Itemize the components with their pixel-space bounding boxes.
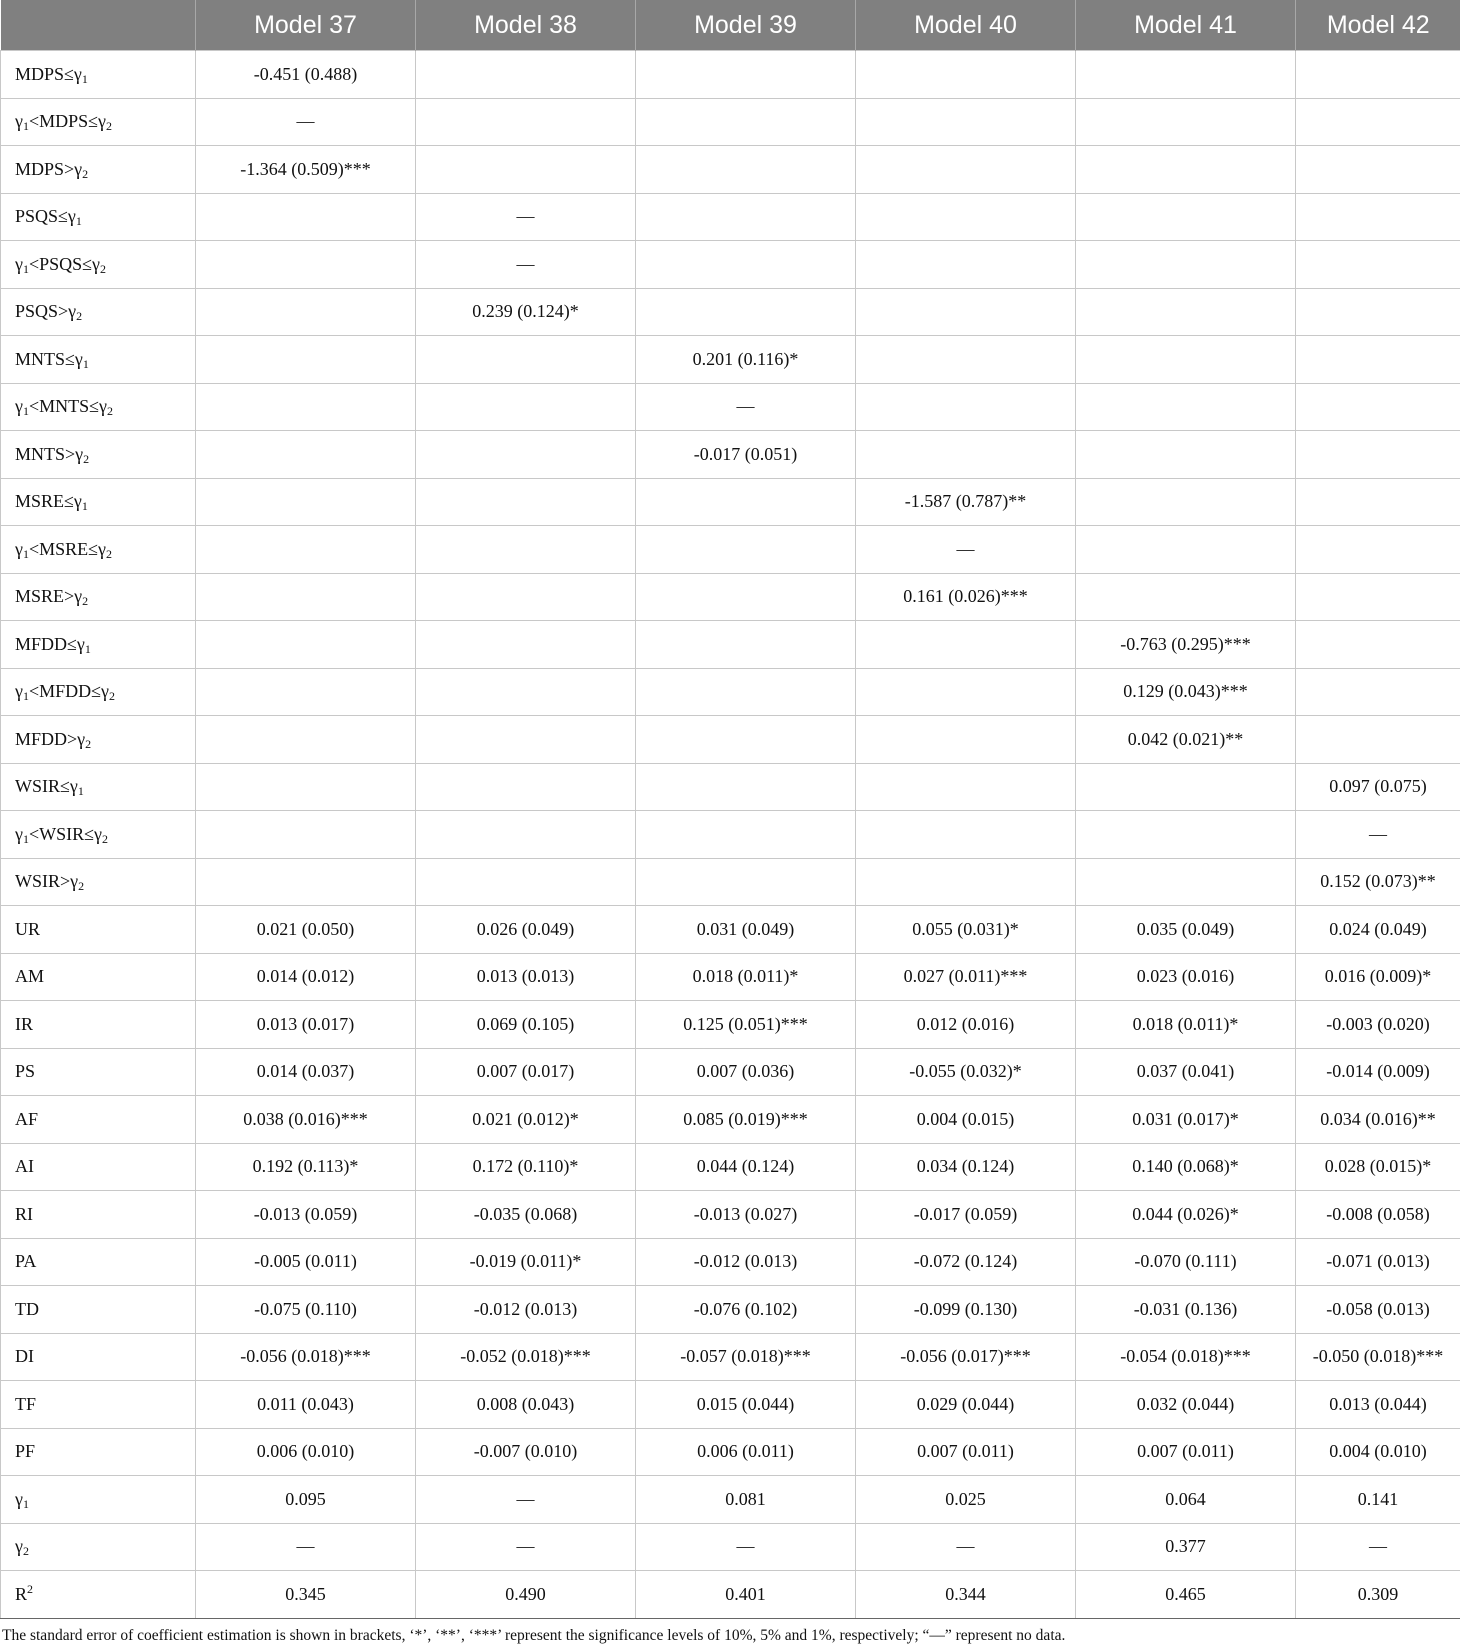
table-cell: -0.035 (0.068) bbox=[416, 1191, 636, 1239]
row-label: $R^2$ bbox=[1, 1571, 196, 1619]
table-row bbox=[1, 1048, 1460, 1096]
table-cell bbox=[1076, 763, 1296, 811]
table-cell bbox=[856, 621, 1076, 669]
table-cell: 0.016 (0.009)* bbox=[1296, 953, 1460, 1001]
table-cell bbox=[1296, 383, 1460, 431]
table-cell: 0.021 (0.050) bbox=[196, 906, 416, 954]
table-row bbox=[1, 478, 1460, 526]
table-cell bbox=[416, 716, 636, 764]
table-cell bbox=[636, 858, 856, 906]
table-cell: -0.050 (0.018)*** bbox=[1296, 1333, 1460, 1381]
row-label: $\gamma_1<WSIR\le\gamma_2$ bbox=[1, 811, 196, 859]
table-cell bbox=[636, 811, 856, 859]
table-cell: 0.044 (0.124) bbox=[636, 1143, 856, 1191]
table-cell: -0.013 (0.027) bbox=[636, 1191, 856, 1239]
row-label: $MFDD\le\gamma_1$ bbox=[1, 621, 196, 669]
table-cell bbox=[196, 573, 416, 621]
table-cell bbox=[416, 146, 636, 194]
table-cell: 0.034 (0.124) bbox=[856, 1143, 1076, 1191]
table-cell bbox=[856, 668, 1076, 716]
table-row bbox=[1, 51, 1460, 99]
table-row bbox=[1, 431, 1460, 479]
table-cell bbox=[856, 858, 1076, 906]
table-cell: — bbox=[196, 1523, 416, 1571]
table-row bbox=[1, 811, 1460, 859]
table-cell bbox=[856, 193, 1076, 241]
row-label: UR bbox=[1, 906, 196, 954]
table-cell: -0.003 (0.020) bbox=[1296, 1001, 1460, 1049]
row-label: $PSQS\le\gamma_1$ bbox=[1, 193, 196, 241]
row-label: TF bbox=[1, 1381, 196, 1429]
table-cell bbox=[856, 431, 1076, 479]
table-cell bbox=[1296, 241, 1460, 289]
table-cell: -0.057 (0.018)*** bbox=[636, 1333, 856, 1381]
row-label: $\gamma_1$ bbox=[1, 1476, 196, 1524]
table-cell: 0.007 (0.011) bbox=[1076, 1428, 1296, 1476]
table-cell: 0.007 (0.017) bbox=[416, 1048, 636, 1096]
table-cell: -0.052 (0.018)*** bbox=[416, 1333, 636, 1381]
table-cell bbox=[1296, 51, 1460, 99]
table-row bbox=[1, 1143, 1460, 1191]
table-cell bbox=[1076, 383, 1296, 431]
table-cell: -0.008 (0.058) bbox=[1296, 1191, 1460, 1239]
table-cell: 0.309 bbox=[1296, 1571, 1460, 1619]
table-cell bbox=[1296, 668, 1460, 716]
table-cell: 0.013 (0.044) bbox=[1296, 1381, 1460, 1429]
table-cell: 0.044 (0.026)* bbox=[1076, 1191, 1296, 1239]
table-row bbox=[1, 1333, 1460, 1381]
table-cell: 0.021 (0.012)* bbox=[416, 1096, 636, 1144]
table-cell: — bbox=[196, 98, 416, 146]
table-cell bbox=[856, 51, 1076, 99]
row-label: $\gamma_1<MSRE\le\gamma_2$ bbox=[1, 526, 196, 574]
table-cell: 0.014 (0.012) bbox=[196, 953, 416, 1001]
table-cell: — bbox=[416, 1523, 636, 1571]
table-cell bbox=[1076, 193, 1296, 241]
table-cell bbox=[636, 526, 856, 574]
table-cell bbox=[1296, 526, 1460, 574]
table-cell: 0.192 (0.113)* bbox=[196, 1143, 416, 1191]
table-cell bbox=[1296, 621, 1460, 669]
table-cell: 0.006 (0.011) bbox=[636, 1428, 856, 1476]
table-cell: -0.055 (0.032)* bbox=[856, 1048, 1076, 1096]
table-cell bbox=[856, 336, 1076, 384]
table-cell bbox=[416, 858, 636, 906]
table-cell: — bbox=[856, 1523, 1076, 1571]
table-row bbox=[1, 146, 1460, 194]
table-cell: 0.038 (0.016)*** bbox=[196, 1096, 416, 1144]
table-cell: 0.201 (0.116)* bbox=[636, 336, 856, 384]
table-cell: -0.071 (0.013) bbox=[1296, 1238, 1460, 1286]
table-cell bbox=[1076, 51, 1296, 99]
table-cell: 0.161 (0.026)*** bbox=[856, 573, 1076, 621]
table-cell: 0.026 (0.049) bbox=[416, 906, 636, 954]
table-cell: 0.097 (0.075) bbox=[1296, 763, 1460, 811]
table-cell bbox=[196, 858, 416, 906]
header-cell-model: Model 40 bbox=[856, 0, 1076, 51]
table-cell: — bbox=[1296, 811, 1460, 859]
table-cell: 0.095 bbox=[196, 1476, 416, 1524]
table-cell: -0.017 (0.051) bbox=[636, 431, 856, 479]
row-label: $MSRE>\gamma_2$ bbox=[1, 573, 196, 621]
table-cell bbox=[196, 478, 416, 526]
table-cell: 0.140 (0.068)* bbox=[1076, 1143, 1296, 1191]
table-cell bbox=[196, 431, 416, 479]
table-cell bbox=[196, 288, 416, 336]
table-cell: — bbox=[856, 526, 1076, 574]
row-label: $MDPS\le\gamma_1$ bbox=[1, 51, 196, 99]
table-cell: -0.056 (0.017)*** bbox=[856, 1333, 1076, 1381]
table-cell: 0.018 (0.011)* bbox=[1076, 1001, 1296, 1049]
table-cell bbox=[1076, 526, 1296, 574]
table-cell bbox=[1076, 431, 1296, 479]
row-label: $WSIR>\gamma_2$ bbox=[1, 858, 196, 906]
table-cell bbox=[856, 288, 1076, 336]
row-label: $WSIR\le\gamma_1$ bbox=[1, 763, 196, 811]
table-header bbox=[1, 0, 1460, 51]
row-label: $MNTS>\gamma_2$ bbox=[1, 431, 196, 479]
table-row bbox=[1, 1571, 1460, 1619]
table-row bbox=[1, 1286, 1460, 1334]
row-label: PA bbox=[1, 1238, 196, 1286]
table-cell bbox=[1076, 288, 1296, 336]
table-cell: — bbox=[416, 1476, 636, 1524]
table-cell: 0.018 (0.011)* bbox=[636, 953, 856, 1001]
table-cell bbox=[196, 811, 416, 859]
table-cell: 0.013 (0.017) bbox=[196, 1001, 416, 1049]
table-body bbox=[1, 51, 1460, 1619]
table-cell bbox=[1076, 811, 1296, 859]
table-cell bbox=[856, 241, 1076, 289]
table-cell bbox=[1296, 478, 1460, 526]
table-cell: — bbox=[416, 241, 636, 289]
table-cell bbox=[196, 241, 416, 289]
table-cell bbox=[856, 811, 1076, 859]
table-cell: 0.027 (0.011)*** bbox=[856, 953, 1076, 1001]
table-cell: -0.019 (0.011)* bbox=[416, 1238, 636, 1286]
row-label: DI bbox=[1, 1333, 196, 1381]
table-cell: -0.075 (0.110) bbox=[196, 1286, 416, 1334]
table-cell: -0.014 (0.009) bbox=[1296, 1048, 1460, 1096]
table-cell: -0.072 (0.124) bbox=[856, 1238, 1076, 1286]
table-cell bbox=[636, 621, 856, 669]
table-cell: 0.344 bbox=[856, 1571, 1076, 1619]
table-footnote: The standard error of coefficient estimation is shown in brackets, ‘*’, ‘**’, ‘***’ represent the significance levels of 10%, 5% and 1%, respectively; “—” represent no data. bbox=[2, 1627, 1066, 1644]
table-cell: 0.239 (0.124)* bbox=[416, 288, 636, 336]
table-cell: 0.064 bbox=[1076, 1476, 1296, 1524]
table-cell: 0.377 bbox=[1076, 1523, 1296, 1571]
table-cell: 0.055 (0.031)* bbox=[856, 906, 1076, 954]
table-cell: -0.763 (0.295)*** bbox=[1076, 621, 1296, 669]
header-cell-model: Model 42 bbox=[1296, 0, 1460, 51]
table-cell: -0.058 (0.013) bbox=[1296, 1286, 1460, 1334]
table-cell bbox=[636, 241, 856, 289]
table-cell bbox=[196, 716, 416, 764]
table-row bbox=[1, 716, 1460, 764]
table-cell: — bbox=[1296, 1523, 1460, 1571]
table-row bbox=[1, 288, 1460, 336]
table-cell bbox=[856, 383, 1076, 431]
table-row bbox=[1, 1096, 1460, 1144]
header-cell-variable bbox=[1, 0, 196, 51]
table-cell: 0.007 (0.036) bbox=[636, 1048, 856, 1096]
table-cell: -0.017 (0.059) bbox=[856, 1191, 1076, 1239]
table-cell bbox=[856, 98, 1076, 146]
row-label: $\gamma_1<MFDD\le\gamma_2$ bbox=[1, 668, 196, 716]
table-cell bbox=[416, 336, 636, 384]
table-cell: 0.031 (0.049) bbox=[636, 906, 856, 954]
table-cell bbox=[1296, 336, 1460, 384]
table-cell bbox=[636, 573, 856, 621]
table-cell: 0.007 (0.011) bbox=[856, 1428, 1076, 1476]
table-cell bbox=[1076, 241, 1296, 289]
table-cell: 0.081 bbox=[636, 1476, 856, 1524]
row-label: PS bbox=[1, 1048, 196, 1096]
table-cell bbox=[636, 288, 856, 336]
row-label: AF bbox=[1, 1096, 196, 1144]
table-cell: 0.006 (0.010) bbox=[196, 1428, 416, 1476]
table-cell bbox=[416, 668, 636, 716]
table-cell: 0.023 (0.016) bbox=[1076, 953, 1296, 1001]
table-row bbox=[1, 858, 1460, 906]
table-cell: 0.141 bbox=[1296, 1476, 1460, 1524]
table-cell: 0.031 (0.017)* bbox=[1076, 1096, 1296, 1144]
table-cell bbox=[1296, 573, 1460, 621]
row-label: RI bbox=[1, 1191, 196, 1239]
table-cell bbox=[1076, 146, 1296, 194]
table-cell bbox=[636, 763, 856, 811]
table-cell bbox=[636, 98, 856, 146]
table-cell bbox=[416, 383, 636, 431]
table-cell bbox=[1296, 146, 1460, 194]
row-label: AI bbox=[1, 1143, 196, 1191]
table-cell bbox=[416, 526, 636, 574]
table-cell bbox=[416, 811, 636, 859]
header-cell-model: Model 39 bbox=[636, 0, 856, 51]
table-cell: 0.032 (0.044) bbox=[1076, 1381, 1296, 1429]
row-label: $MNTS\le\gamma_1$ bbox=[1, 336, 196, 384]
table-cell bbox=[416, 431, 636, 479]
table-cell: 0.004 (0.010) bbox=[1296, 1428, 1460, 1476]
table-cell: 0.029 (0.044) bbox=[856, 1381, 1076, 1429]
table-cell bbox=[1296, 716, 1460, 764]
table-cell bbox=[856, 716, 1076, 764]
table-cell: -0.099 (0.130) bbox=[856, 1286, 1076, 1334]
row-label: $\gamma_1<MNTS\le\gamma_2$ bbox=[1, 383, 196, 431]
table-cell: 0.028 (0.015)* bbox=[1296, 1143, 1460, 1191]
table-cell bbox=[196, 336, 416, 384]
table-cell bbox=[196, 193, 416, 241]
table-cell bbox=[1296, 431, 1460, 479]
table-row bbox=[1, 98, 1460, 146]
row-label: $\gamma_2$ bbox=[1, 1523, 196, 1571]
table-cell bbox=[416, 51, 636, 99]
table-cell: -0.451 (0.488) bbox=[196, 51, 416, 99]
table-cell bbox=[636, 51, 856, 99]
row-label: $\gamma_1<PSQS\le\gamma_2$ bbox=[1, 241, 196, 289]
table-cell: -0.012 (0.013) bbox=[416, 1286, 636, 1334]
table-cell: -0.031 (0.136) bbox=[1076, 1286, 1296, 1334]
table-cell: -0.013 (0.059) bbox=[196, 1191, 416, 1239]
table-cell bbox=[636, 193, 856, 241]
table-cell bbox=[416, 98, 636, 146]
row-label: $PSQS>\gamma_2$ bbox=[1, 288, 196, 336]
row-label: TD bbox=[1, 1286, 196, 1334]
table-cell bbox=[1296, 288, 1460, 336]
table-row bbox=[1, 953, 1460, 1001]
table-cell bbox=[1076, 573, 1296, 621]
table-cell: -1.587 (0.787)** bbox=[856, 478, 1076, 526]
row-label: $MSRE\le\gamma_1$ bbox=[1, 478, 196, 526]
row-label: PF bbox=[1, 1428, 196, 1476]
header-cell-model: Model 37 bbox=[196, 0, 416, 51]
table-cell bbox=[856, 763, 1076, 811]
table-cell bbox=[1076, 336, 1296, 384]
table-row bbox=[1, 1476, 1460, 1524]
table-row bbox=[1, 1381, 1460, 1429]
table-cell bbox=[1296, 98, 1460, 146]
table-cell: 0.035 (0.049) bbox=[1076, 906, 1296, 954]
row-label: AM bbox=[1, 953, 196, 1001]
table-cell bbox=[196, 383, 416, 431]
table-cell: 0.490 bbox=[416, 1571, 636, 1619]
table-row bbox=[1, 193, 1460, 241]
table-cell bbox=[196, 763, 416, 811]
table-cell: -0.054 (0.018)*** bbox=[1076, 1333, 1296, 1381]
table-cell: 0.042 (0.021)** bbox=[1076, 716, 1296, 764]
header-cell-model: Model 38 bbox=[416, 0, 636, 51]
table-row bbox=[1, 668, 1460, 716]
table-cell: -1.364 (0.509)*** bbox=[196, 146, 416, 194]
table-cell: -0.076 (0.102) bbox=[636, 1286, 856, 1334]
table-cell bbox=[636, 146, 856, 194]
table-cell: 0.069 (0.105) bbox=[416, 1001, 636, 1049]
table-row bbox=[1, 1523, 1460, 1571]
header-row bbox=[1, 0, 1460, 51]
table-cell bbox=[856, 146, 1076, 194]
row-label: $\gamma_1<MDPS\le\gamma_2$ bbox=[1, 98, 196, 146]
table-cell: 0.345 bbox=[196, 1571, 416, 1619]
table-row bbox=[1, 573, 1460, 621]
table-row bbox=[1, 1428, 1460, 1476]
table-cell: — bbox=[416, 193, 636, 241]
table-cell: 0.012 (0.016) bbox=[856, 1001, 1076, 1049]
table-cell: 0.465 bbox=[1076, 1571, 1296, 1619]
table-cell bbox=[1296, 193, 1460, 241]
table-cell: 0.034 (0.016)** bbox=[1296, 1096, 1460, 1144]
table-cell: 0.037 (0.041) bbox=[1076, 1048, 1296, 1096]
table-cell: 0.152 (0.073)** bbox=[1296, 858, 1460, 906]
table-cell: 0.401 bbox=[636, 1571, 856, 1619]
table-cell bbox=[196, 621, 416, 669]
table-cell: 0.129 (0.043)*** bbox=[1076, 668, 1296, 716]
table-row bbox=[1, 383, 1460, 431]
table-cell: -0.012 (0.013) bbox=[636, 1238, 856, 1286]
table-cell: 0.008 (0.043) bbox=[416, 1381, 636, 1429]
table-row bbox=[1, 1001, 1460, 1049]
table-cell: 0.085 (0.019)*** bbox=[636, 1096, 856, 1144]
table-cell bbox=[636, 478, 856, 526]
row-label: IR bbox=[1, 1001, 196, 1049]
table-cell bbox=[196, 526, 416, 574]
table-cell bbox=[1076, 98, 1296, 146]
table-row bbox=[1, 1191, 1460, 1239]
table-cell: 0.011 (0.043) bbox=[196, 1381, 416, 1429]
table-cell bbox=[416, 573, 636, 621]
table-cell: -0.056 (0.018)*** bbox=[196, 1333, 416, 1381]
table-row bbox=[1, 241, 1460, 289]
table-cell bbox=[1076, 478, 1296, 526]
table-cell: 0.014 (0.037) bbox=[196, 1048, 416, 1096]
table-cell: 0.013 (0.013) bbox=[416, 953, 636, 1001]
table-cell: -0.007 (0.010) bbox=[416, 1428, 636, 1476]
table-row bbox=[1, 763, 1460, 811]
row-label: $MDPS>\gamma_2$ bbox=[1, 146, 196, 194]
table-cell: 0.172 (0.110)* bbox=[416, 1143, 636, 1191]
table-cell: -0.005 (0.011) bbox=[196, 1238, 416, 1286]
table-row bbox=[1, 1238, 1460, 1286]
table-cell: 0.125 (0.051)*** bbox=[636, 1001, 856, 1049]
header-cell-model: Model 41 bbox=[1076, 0, 1296, 51]
table-cell: 0.025 bbox=[856, 1476, 1076, 1524]
table-row bbox=[1, 906, 1460, 954]
table-cell bbox=[1076, 858, 1296, 906]
table-cell bbox=[636, 716, 856, 764]
table-cell: 0.015 (0.044) bbox=[636, 1381, 856, 1429]
table-cell: — bbox=[636, 1523, 856, 1571]
table-cell bbox=[416, 763, 636, 811]
table-cell: 0.024 (0.049) bbox=[1296, 906, 1460, 954]
table-cell bbox=[416, 621, 636, 669]
table-cell: 0.004 (0.015) bbox=[856, 1096, 1076, 1144]
table-row bbox=[1, 336, 1460, 384]
table-row bbox=[1, 621, 1460, 669]
table-cell bbox=[416, 478, 636, 526]
row-label: $MFDD>\gamma_2$ bbox=[1, 716, 196, 764]
table-cell: — bbox=[636, 383, 856, 431]
table-cell bbox=[196, 668, 416, 716]
table-cell bbox=[636, 668, 856, 716]
table-row bbox=[1, 526, 1460, 574]
table-cell: -0.070 (0.111) bbox=[1076, 1238, 1296, 1286]
